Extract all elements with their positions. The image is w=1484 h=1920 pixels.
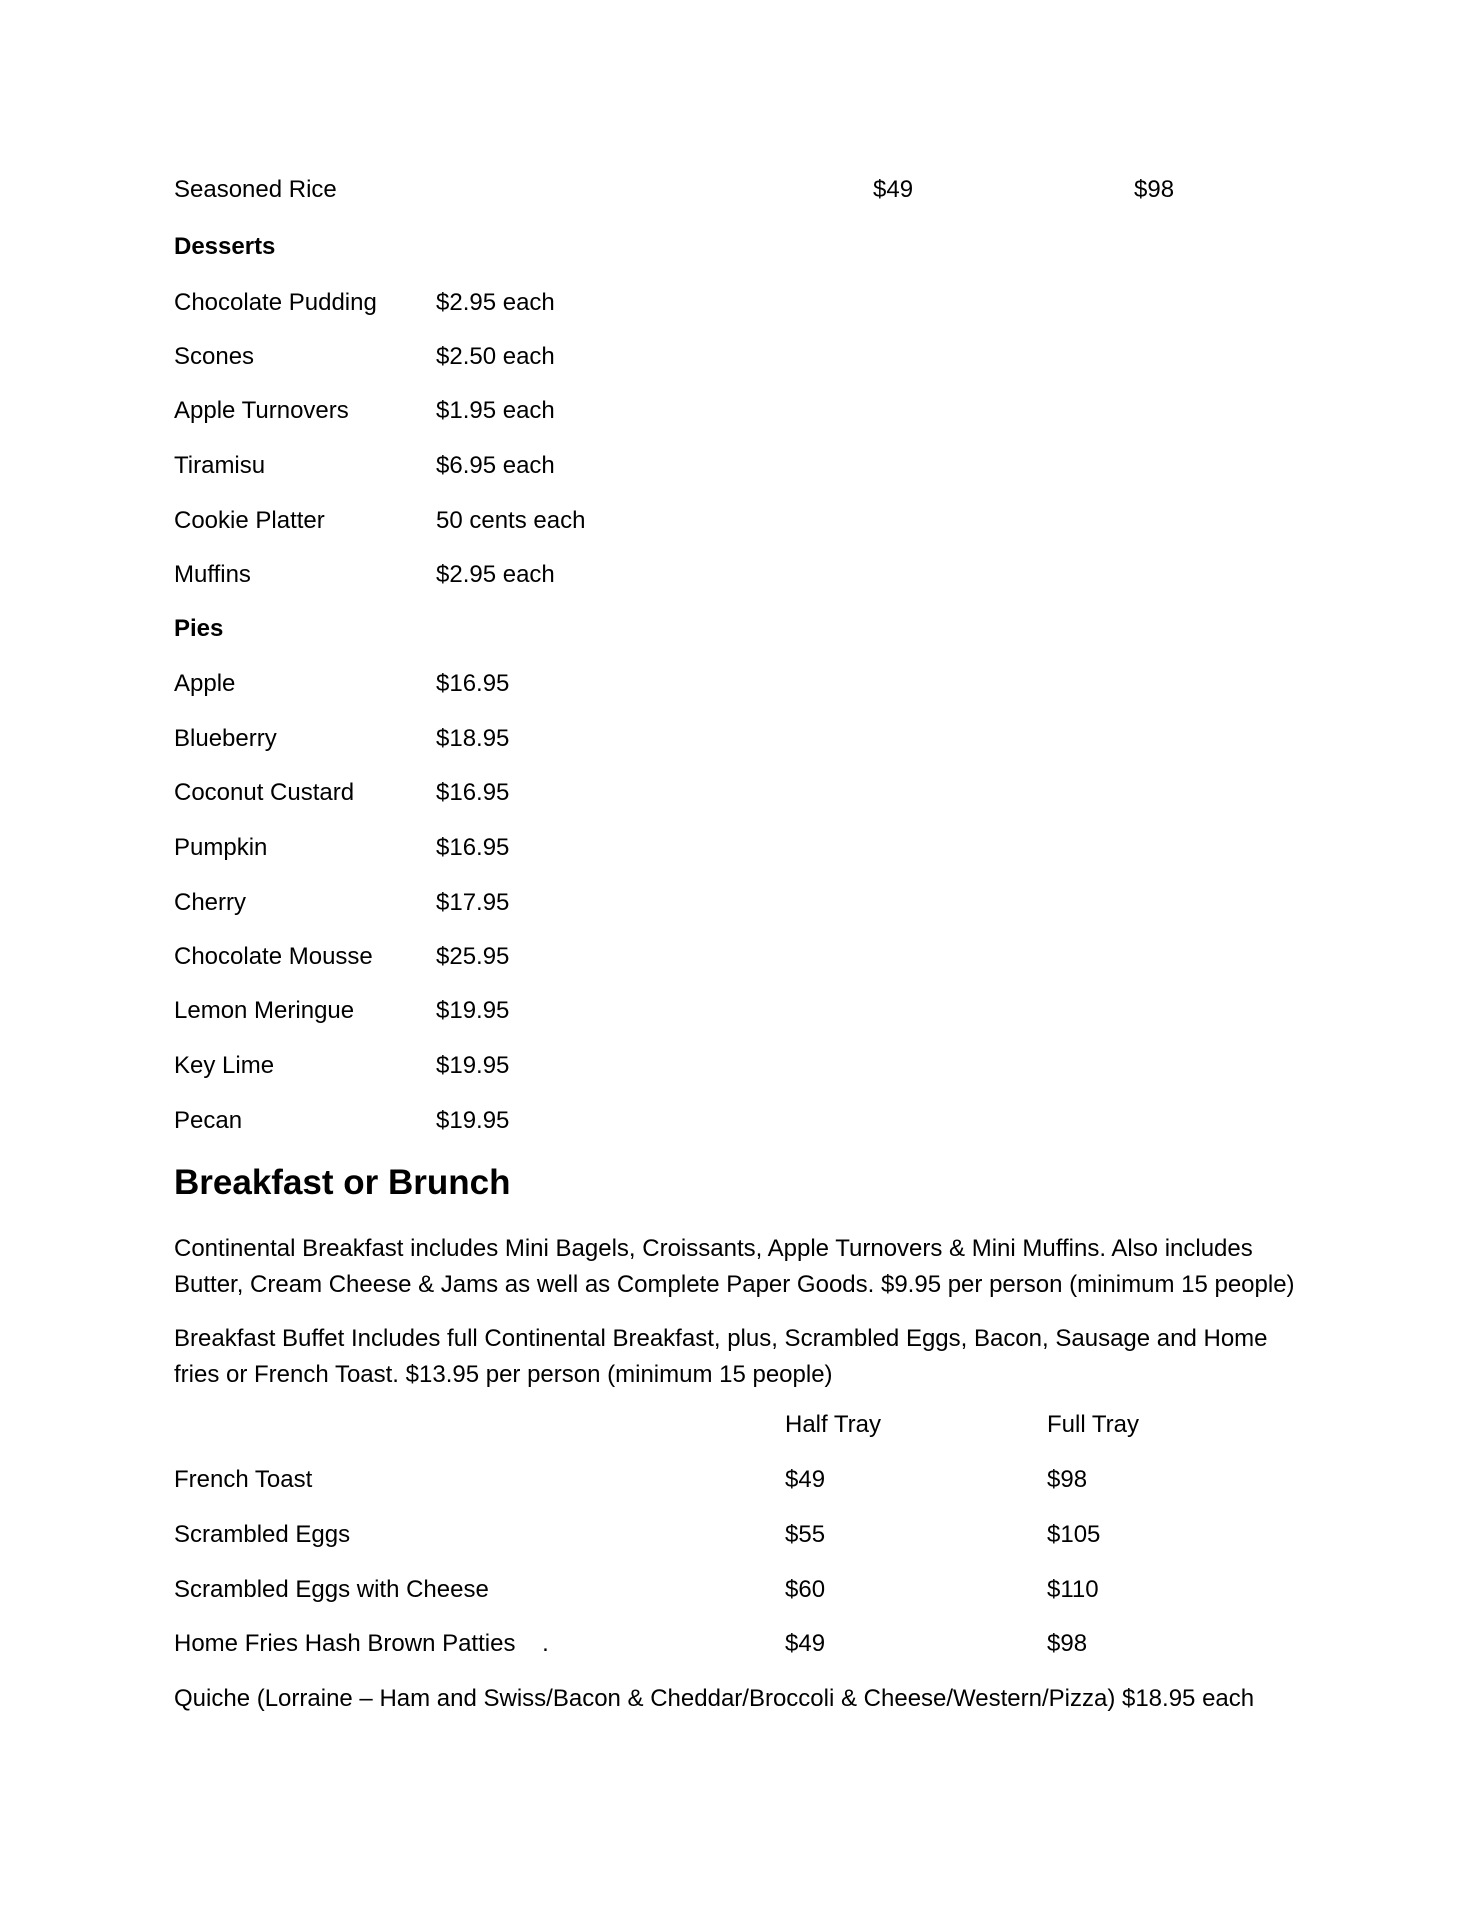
pie-name: Lemon Meringue	[174, 997, 355, 1024]
rice-half-price: $49	[873, 176, 914, 203]
pie-price: $16.95	[436, 779, 510, 806]
dessert-price: $1.95 each	[436, 397, 555, 424]
pie-name: Coconut Custard	[174, 779, 355, 806]
breakfast-half-price: $49	[785, 1466, 826, 1493]
pie-price: $19.95	[436, 1107, 510, 1134]
pie-name: Pecan	[174, 1107, 243, 1134]
dessert-name: Apple Turnovers	[174, 397, 349, 424]
breakfast-full-price: $105	[1047, 1521, 1101, 1548]
dessert-price: $2.50 each	[436, 343, 555, 370]
pie-name: Key Lime	[174, 1052, 275, 1079]
pie-price: $19.95	[436, 997, 510, 1024]
dessert-name: Tiramisu	[174, 452, 266, 479]
dessert-price: $2.95 each	[436, 289, 555, 316]
breakfast-half-price: $60	[785, 1576, 826, 1603]
pie-name: Pumpkin	[174, 834, 268, 861]
dessert-name: Cookie Platter	[174, 507, 325, 534]
dessert-price: $6.95 each	[436, 452, 555, 479]
breakfast-half-price: $55	[785, 1521, 826, 1548]
breakfast-half-price: $49	[785, 1630, 826, 1657]
dessert-name: Scones	[174, 343, 255, 370]
pie-name: Chocolate Mousse	[174, 943, 373, 970]
breakfast-full-price: $98	[1047, 1630, 1088, 1657]
full-tray-header: Full Tray	[1047, 1411, 1140, 1438]
pie-price: $18.95	[436, 725, 510, 752]
dessert-price: 50 cents each	[436, 507, 586, 534]
pie-price: $17.95	[436, 889, 510, 916]
breakfast-item-name: Scrambled Eggs	[174, 1521, 351, 1548]
pie-price: $25.95	[436, 943, 510, 970]
breakfast-full-price: $110	[1047, 1576, 1099, 1603]
buffet-description: Breakfast Buffet Includes full Continental Breakfast, plus, Scrambled Eggs, Bacon, Sausage and Home fries or French Toast. $13.95 per person (minimum 15 people)	[174, 1325, 1268, 1388]
breakfast-item-name: Home Fries Hash Brown Patties .	[174, 1630, 549, 1657]
dessert-name: Chocolate Pudding	[174, 289, 377, 316]
rice-full-price: $98	[1134, 176, 1175, 203]
quiche-line: Quiche (Lorraine – Ham and Swiss/Bacon & Cheddar/Broccoli & Cheese/Western/Pizza) $18.95 each	[174, 1685, 1255, 1712]
pies-heading: Pies	[174, 615, 224, 642]
rice-item-name: Seasoned Rice	[174, 176, 337, 203]
pie-price: $19.95	[436, 1052, 510, 1079]
breakfast-heading: Breakfast or Brunch	[174, 1163, 511, 1202]
breakfast-item-name: French Toast	[174, 1466, 313, 1493]
pie-name: Cherry	[174, 889, 247, 916]
pie-name: Blueberry	[174, 725, 277, 752]
breakfast-full-price: $98	[1047, 1466, 1088, 1493]
half-tray-header: Half Tray	[785, 1411, 882, 1438]
pie-name: Apple	[174, 670, 236, 697]
breakfast-item-name: Scrambled Eggs with Cheese	[174, 1576, 489, 1603]
pie-price: $16.95	[436, 670, 510, 697]
dessert-name: Muffins	[174, 561, 251, 588]
dessert-price: $2.95 each	[436, 561, 555, 588]
continental-description: Continental Breakfast includes Mini Bagels, Croissants, Apple Turnovers & Mini Muffins. Also includes Butter, Cream Cheese & Jams as well as Complete Paper Goods. $9.95 per person (minimum 15 people)	[174, 1235, 1295, 1298]
desserts-heading: Desserts	[174, 233, 276, 260]
pie-price: $16.95	[436, 834, 510, 861]
